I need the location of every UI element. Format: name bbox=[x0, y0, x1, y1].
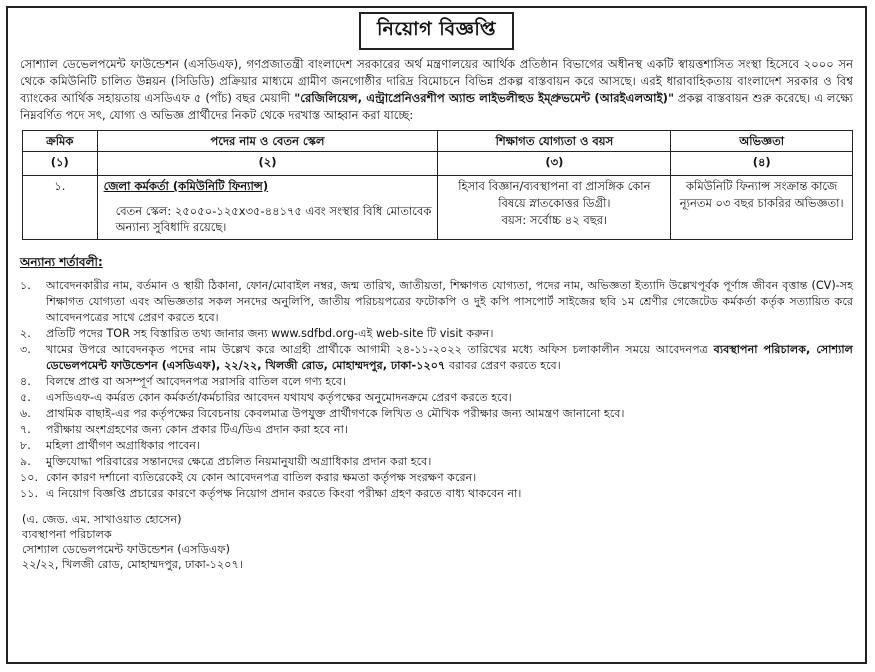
col-number-2: (২) bbox=[97, 152, 438, 176]
experience-cell bbox=[671, 176, 853, 240]
title-wrap bbox=[8, 12, 865, 50]
list-item: ৪. বিলম্বে প্রাপ্ত বা অসম্পূর্ণ আবেদনপত্র সরাসরি বাতিল বলে গণ্য হবে। bbox=[20, 375, 346, 388]
list-item: ১০. কোন কারণ দর্শানো ব্যতিরেকেই যে কোন আবেদনপত্র বাতিল করার ক্ষমতা কর্তৃপক্ষ সংরক্ষণ করেন। bbox=[20, 471, 477, 484]
posts-table bbox=[22, 130, 853, 240]
header-post: পদের নাম ও বেতন স্কেল bbox=[97, 131, 438, 152]
list-item: ৩. খামের উপরে আবেদনকৃত পদের নাম উল্লেখ করে আগ্রহী প্রার্থীকে আগামী ২৪-১১-২০২২ তারিখের মধ্যে অফিস চলাকালীন সময়ে আবেদনপত্র ব্যবস্থাপনা পরিচালক, সোশ্যাল ডেভেলপমেন্ট ফাউন্ডেশন (এসডিএফ), ২২/২২, খিলজী রোড, মোহাম্মদপুর, ঢাকা-১২০৭ বরাবর প্রেরণ করতে হবে। bbox=[20, 343, 853, 372]
age-limit: বয়স: সর্বোচ্চ ৪২ বছর। bbox=[501, 213, 608, 227]
table-number-row bbox=[23, 152, 853, 176]
intro-part-1: সোশ্যাল ডেভেলপমেন্ট ফাউন্ডেশন (এসডিএফ), গণপ্রজাতন্ত্রী বাংলাদেশ সরকারের অর্থ মন্ত্রণালয়ের আর্থিক প্রতিষ্ঠান বিভাগের অধীনস্থ একটি স্বায়ত্তশাসিত সংস্থা হিসেবে ২০০০ সন থেকে কমিউনিটি চালিত উন্নয়ন (সিডিডি) প্রক্রিয়ার মাধ্যমে গ্রামীণ জনগোষ্ঠীর দারিদ্র বিমোচনে বিভিন্ন প্রকল্প বাস্তবায়ন করে আসছে। এরই ধারাবাহিকতায় বাংলাদেশ সরকার ও বিশ্ব ব্যাংকের আর্থিক সহায়তায় এসডিএফ ৫ (পাঁচ) বছর মেয়াদী bbox=[20, 57, 853, 105]
project-name: "রেজিলিয়েন্স, এন্ট্রাপ্রেনিওরশীপ অ্যান্ড লাইভলীহুড ইম্প্রুভমেন্ট (আরইএলআই)" bbox=[294, 91, 674, 105]
list-item: ১১. এ নিয়োগ বিজ্ঞপ্তি প্রচারের কারণে কর্তৃপক্ষ নিয়োগ প্রদান করতে কিংবা পরীক্ষা গ্রহণ করতে বাধ্য থাকবেন না। bbox=[20, 487, 522, 500]
list-item: ৮. মহিলা প্রার্থীগণ অগ্রাধিকার পাবেন। bbox=[20, 439, 200, 452]
list-item: ৯. মুক্তিযোদ্ধা পরিবারের সন্তানদের ক্ষেত্রে প্রচলিত নিয়মানুযায়ী অগ্রাধিকার প্রদান করা হবে। bbox=[20, 455, 432, 468]
intro-part-2: প্রকল্প বাস্তবায়ন শুরু করেছে। এ লক্ষ্যে নিম্নবর্ণিত পদে সৎ, যোগ্য ও অভিজ্ঞ প্রার্থীদের নিকট থেকে দরখাস্ত আহ্বান করা যাচ্ছে: bbox=[20, 91, 853, 122]
col-number-1: (১) bbox=[23, 152, 98, 176]
terms-list bbox=[20, 278, 853, 502]
header-education: শিক্ষাগত যোগ্যতা ও বয়স bbox=[438, 131, 671, 152]
header-serial: ক্রমিক bbox=[23, 131, 98, 152]
table-header-row bbox=[23, 131, 853, 152]
intro-paragraph bbox=[20, 56, 853, 124]
list-item: ২. প্রতিটি পদের TOR সহ বিস্তারিত তথ্য জানার জন্য www.sdfbd.org-এই web-site টি visit করুন। bbox=[20, 327, 494, 340]
education-cell bbox=[438, 176, 671, 240]
header-experience: অভিজ্ঞতা bbox=[671, 131, 853, 152]
list-item: ১. আবেদনকারীর নাম, বর্তমান ও স্থায়ী ঠিকানা, ফোন/মোবাইল নম্বর, জন্ম তারিখ, জাতীয়তা, শিক্ষাগত যোগ্যতা, পদের নাম, অভিজ্ঞতা ইত্যাদি উল্লেখপূর্বক পূর্ণাঙ্গ জীবন বৃত্তান্ত (CV)-সহ শিক্ষাগত যোগ্যতা এবং অভিজ্ঞতার সকল সনদের অনুলিপি, জাতীয় পরিচয়পত্রের ফটোকপি ও দুই কপি পাসপোর্ট সাইজের ছবি ১ম শ্রেণীর গেজেটেড কর্মকর্তা কর্তৃক সত্যায়িত করে আবেদনপত্রের সাথে প্রেরণ করতে হবে। bbox=[20, 279, 853, 324]
signatory-address: ২২/২২, খিলজী রোড, মোহাম্মদপুর, ঢাকা-১২০৭। bbox=[22, 558, 243, 571]
experience-requirement: কমিউনিটি ফিন্যান্স সংক্রান্ত কাজে ন্যূনতম ০৩ বছর চাকরির অভিজ্ঞতা। bbox=[679, 179, 844, 210]
post-title: জেলা কর্মকর্তা (কমিউনিটি ফিন্যান্স) bbox=[103, 179, 269, 193]
signatory-organization: সোশ্যাল ডেভেলপমেন্ট ফাউন্ডেশন (এসডিএফ) bbox=[22, 543, 230, 556]
terms-heading: অন্যান্য শর্তাবলী: bbox=[20, 255, 103, 269]
notice-frame bbox=[6, 6, 867, 664]
signatory-name: (এ. জেড. এম. সাখাওয়াত হোসেন) bbox=[22, 513, 182, 526]
signatory-designation: ব্যবস্থাপনা পরিচালক bbox=[22, 528, 112, 541]
row-serial: ১. bbox=[23, 176, 98, 240]
post-cell bbox=[97, 176, 438, 240]
education-requirement: হিসাব বিজ্ঞান/ব্যবস্থাপনা বা প্রাসঙ্গিক কোন বিষয়ে স্নাতকোত্তর ডিগ্রী। bbox=[458, 179, 651, 210]
table-row bbox=[23, 176, 853, 240]
submission-address: ব্যবস্থাপনা পরিচালক, সোশ্যাল ডেভেলপমেন্ট ফাউন্ডেশন (এসডিএফ), ২২/২২, খিলজী রোড, মোহাম্মদপুর, ঢাকা-১২০৭ bbox=[46, 343, 853, 372]
notice-title: নিয়োগ বিজ্ঞপ্তি bbox=[359, 12, 514, 50]
salary-scale: বেতন স্কেল: ২৫০৫০-১২৫x৩৫-৪৪১৭৫ এবং সংস্থার বিধি মোতাবেক অন্যান্য সুবিধাদি রয়েছে। bbox=[115, 204, 432, 234]
col-number-3: (৩) bbox=[438, 152, 671, 176]
list-item: ৫. এসডিএফ-এ কর্মরত কোন কর্মকর্তা/কর্মচারির আবেদন যথাযথ কর্তৃপক্ষের অনুমোদনক্রমে প্রেরণ করতে হবে। bbox=[20, 391, 512, 404]
list-item: ৭. পরীক্ষায় অংশগ্রহণের জন্য কোন প্রকার টিএ/ডিএ প্রদান করা হবে না। bbox=[20, 423, 348, 436]
signature-block bbox=[22, 512, 853, 572]
col-number-4: (৪) bbox=[671, 152, 853, 176]
list-item: ৬. প্রাথমিক বাছাই-এর পর কর্তৃপক্ষের বিবেচনায় কেবলমাত্র উপযুক্ত প্রার্থীগণকে লিখিত ও মৌখিক পরীক্ষার জন্য আমন্ত্রণ জানানো হবে। bbox=[20, 407, 625, 420]
